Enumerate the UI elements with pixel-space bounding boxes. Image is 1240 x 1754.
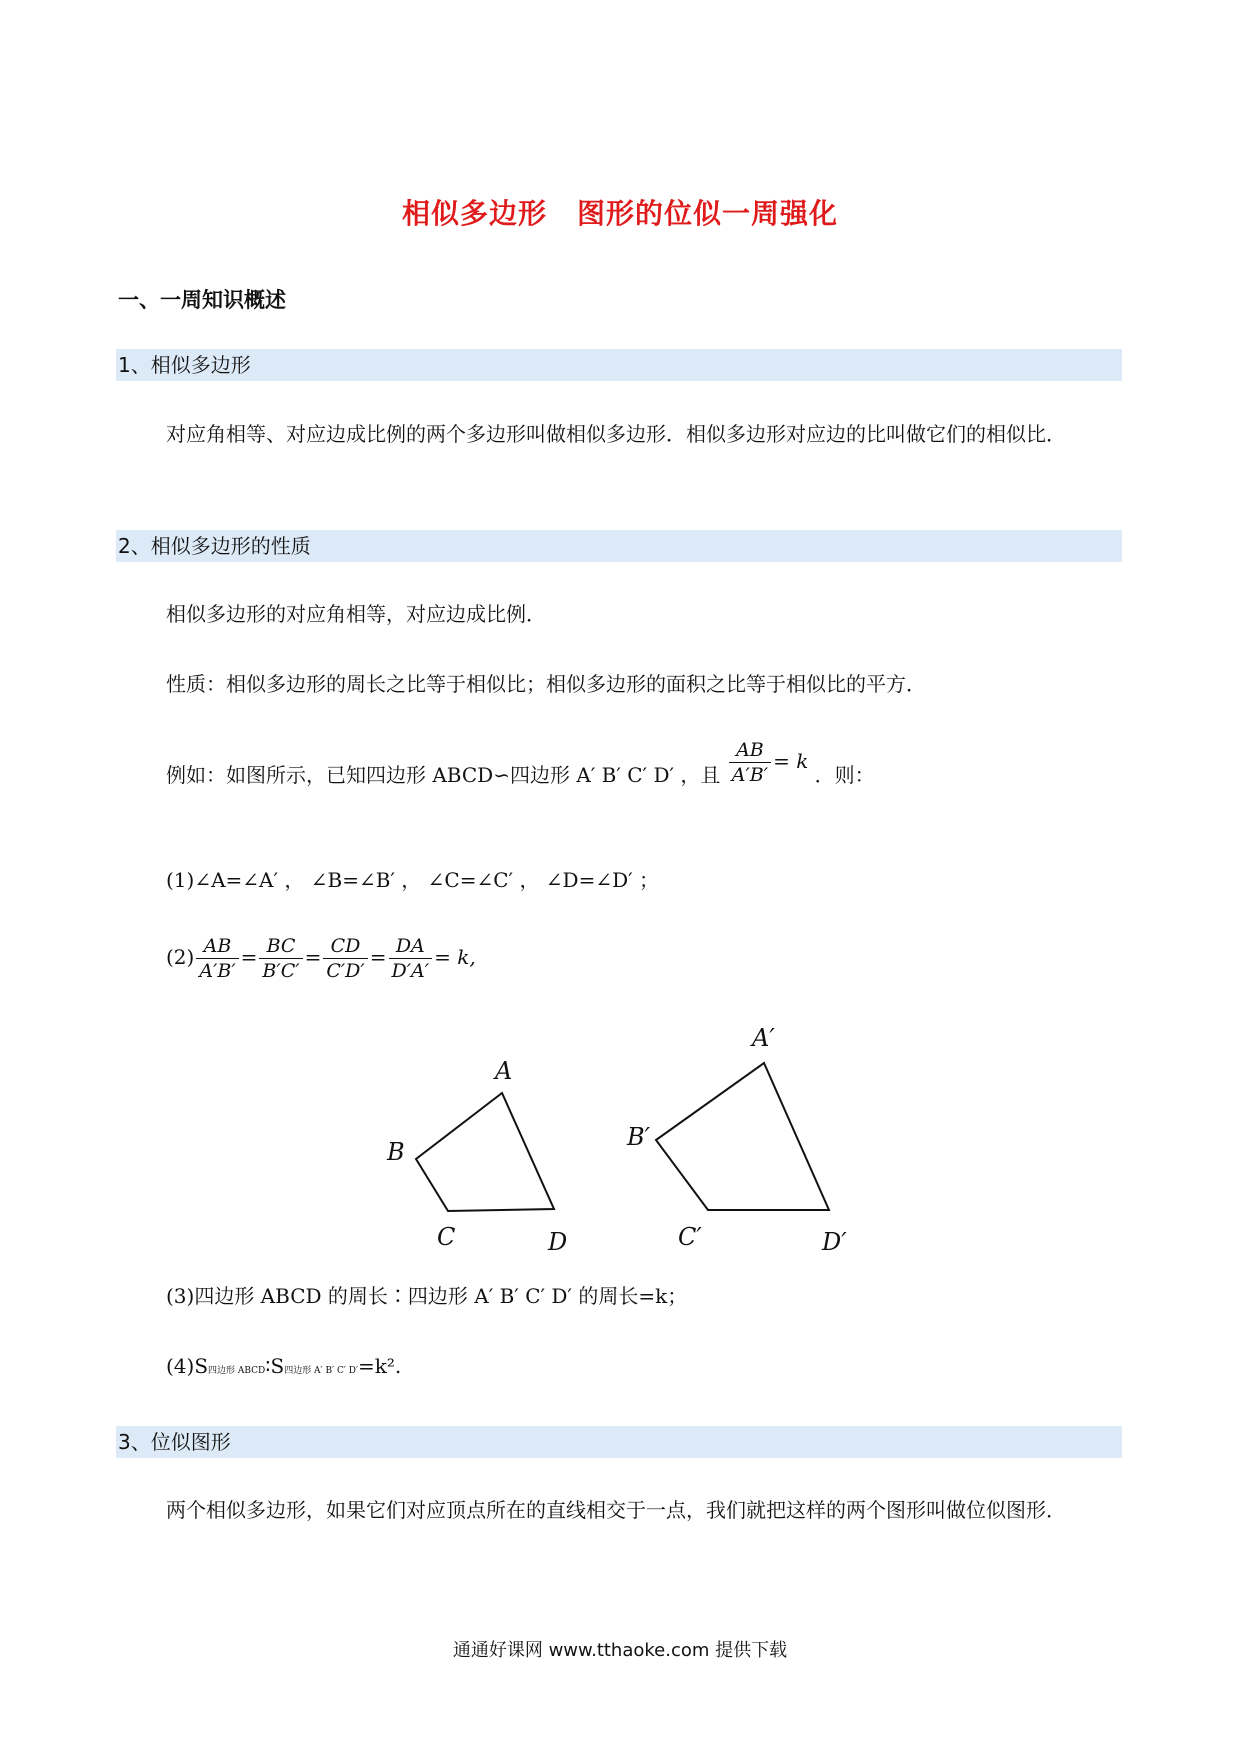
eq-k: = k, xyxy=(434,945,476,969)
item-4-sub-1: 四边形 ABCD xyxy=(208,1366,266,1376)
s3-heading: 3、位似图形 xyxy=(116,1426,1122,1458)
eq-2: = xyxy=(304,945,322,969)
label-d: D xyxy=(548,1228,568,1256)
label-c: C xyxy=(437,1223,456,1251)
item-3: (3)四边形 ABCD 的周长∶四边形 A′ B′ C′ D′ 的周长=k； xyxy=(166,1284,688,1308)
item-4-mid: ∶S xyxy=(265,1354,285,1378)
item-2-prefix: (2) xyxy=(166,945,195,969)
frac-bc-num: BC xyxy=(259,934,302,959)
quad-abcd xyxy=(416,1093,554,1211)
example-prefix: 例如：如图所示，已知四边形 ABCD∽四边形 A′ B′ C′ D′ ，且 xyxy=(166,763,721,787)
s1-paragraph: 对应角相等、对应边成比例的两个多边形叫做相似多边形．相似多边形对应边的比叫做它们的相似比． xyxy=(166,422,1066,446)
label-a: A xyxy=(495,1057,513,1085)
eq-3: = xyxy=(369,945,387,969)
item-4-end: =k². xyxy=(358,1354,402,1378)
s2-paragraph-2: 性质：相似多边形的周长之比等于相似比；相似多边形的面积之比等于相似比的平方． xyxy=(166,672,926,696)
page-footer: 通通好课网 www.tthaoke.com 提供下载 xyxy=(452,1640,788,1661)
frac-ab-den: A′B′ xyxy=(199,960,236,982)
frac-bc-den: B′C′ xyxy=(262,960,300,982)
ratio-denominator: A′B′ xyxy=(731,764,769,786)
label-a-prime: A′ xyxy=(752,1024,775,1052)
frac-da-num: DA xyxy=(389,934,433,959)
label-b-prime: B′ xyxy=(627,1123,651,1151)
item-1: (1)∠A=∠A′ ， ∠B=∠B′ ， ∠C=∠C′ ， ∠D=∠D′ ； xyxy=(166,868,660,892)
ratio-equals-k: = k xyxy=(773,749,809,773)
frac-ab-num: AB xyxy=(196,934,238,959)
quad-a2b2c2d2 xyxy=(656,1063,829,1210)
s2-heading: 2、相似多边形的性质 xyxy=(116,530,1122,562)
frac-cd-den: C′D′ xyxy=(326,960,365,982)
eq-1: = xyxy=(240,945,258,969)
s2-paragraph-1: 相似多边形的对应角相等，对应边成比例． xyxy=(166,602,546,626)
title-part2: 图形的位似一周强化 xyxy=(577,197,839,230)
item-4 xyxy=(166,1346,401,1391)
item-4-sub-2: 四边形 A′ B′ C′ D′ xyxy=(284,1366,359,1376)
ratio-numerator: AB xyxy=(729,738,771,763)
frac-cd-num: CD xyxy=(323,934,367,959)
label-d-prime: D′ xyxy=(822,1228,847,1256)
item-4-prefix: (4)S xyxy=(166,1354,209,1378)
label-b: B xyxy=(387,1138,405,1166)
label-c-prime: C′ xyxy=(678,1223,702,1251)
example-suffix: ．则： xyxy=(814,763,875,787)
section-heading: 一、一周知识概述 xyxy=(118,288,286,312)
s1-heading: 1、相似多边形 xyxy=(116,349,1122,381)
frac-da-den: D′A′ xyxy=(391,960,430,982)
title-part1: 相似多边形 xyxy=(401,197,547,230)
s3-paragraph: 两个相似多边形，如果它们对应顶点所在的直线相交于一点，我们就把这样的两个图形叫做位似图形． xyxy=(166,1498,1066,1522)
